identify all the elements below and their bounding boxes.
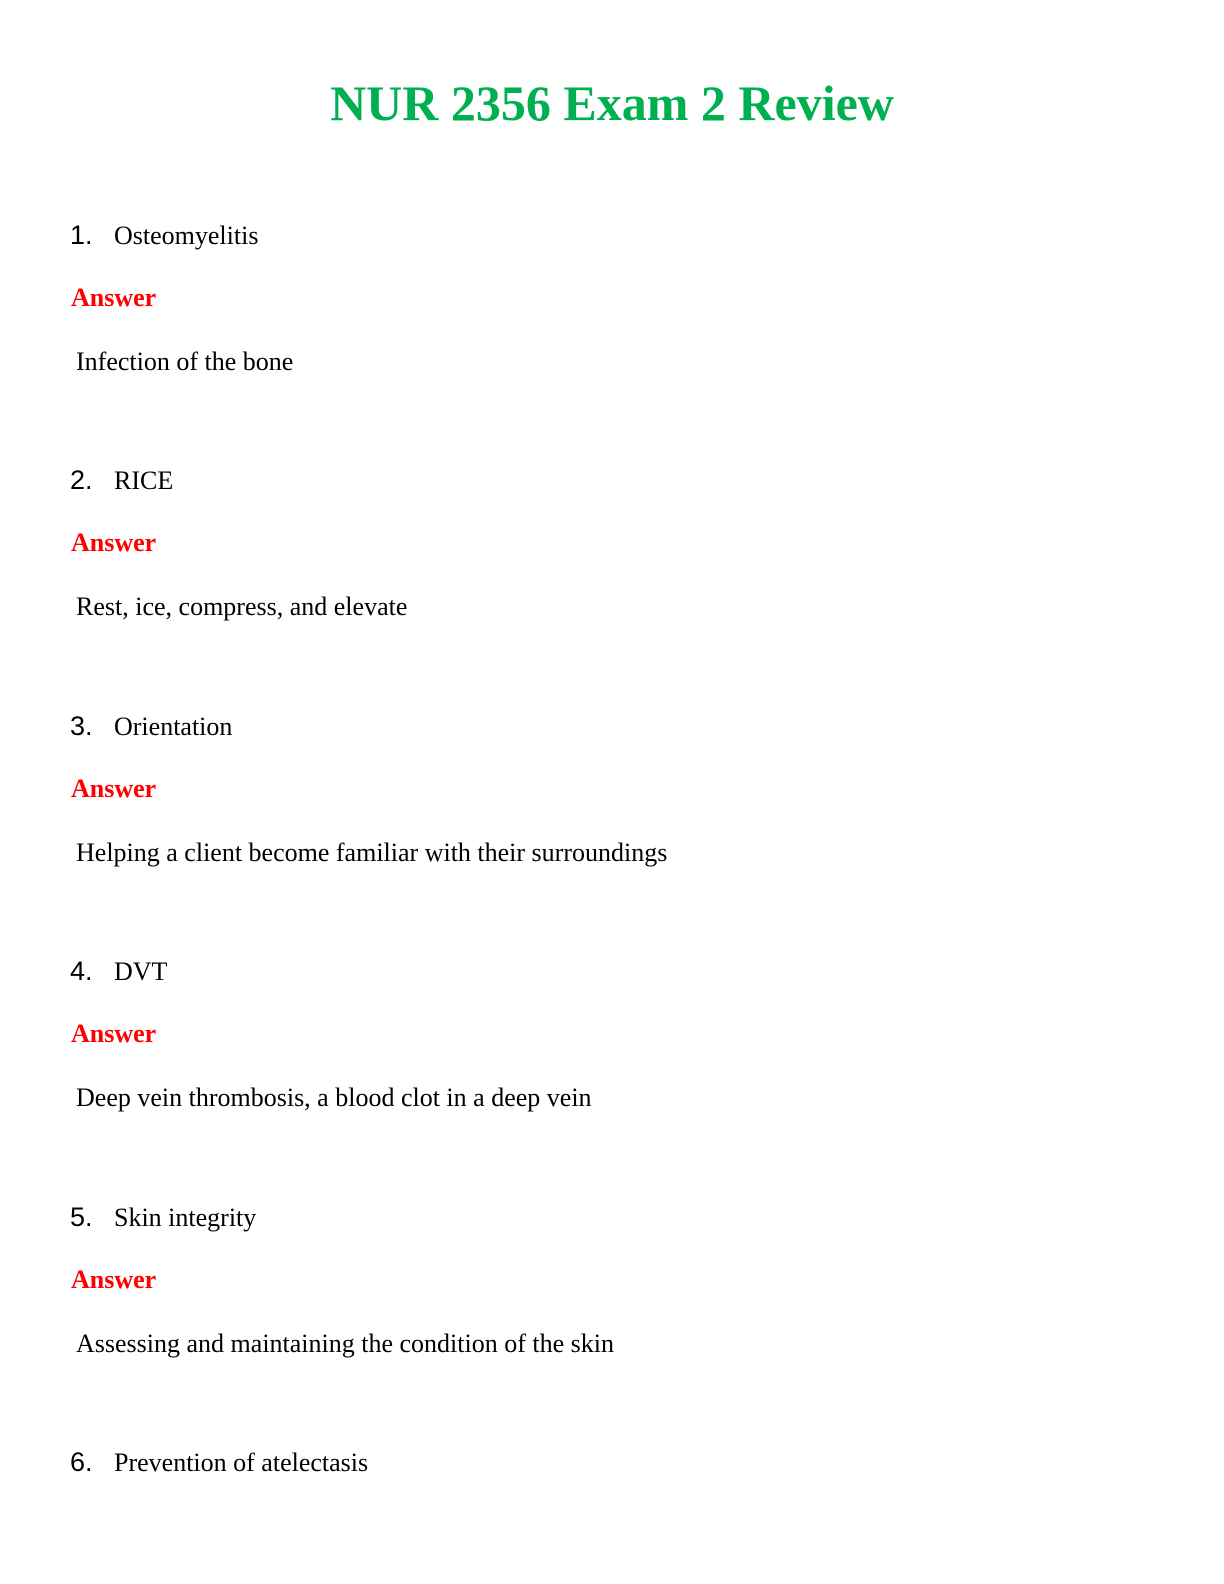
- question-number: 4.: [70, 956, 93, 986]
- question-text: DVT: [114, 957, 168, 986]
- qa-item-4: [0, 955, 1224, 1205]
- question-number: 2.: [70, 465, 93, 495]
- answer-text: Rest, ice, compress, and elevate: [76, 592, 408, 621]
- question-line: [70, 1446, 368, 1478]
- question-number: 5.: [70, 1202, 93, 1232]
- answer-label: Answer: [71, 1019, 157, 1048]
- question-number: 3.: [70, 711, 93, 741]
- qa-item-3: [0, 710, 1224, 960]
- qa-item-2: [0, 464, 1224, 714]
- answer-label: Answer: [71, 1265, 157, 1294]
- question-line: [70, 219, 258, 251]
- answer-label: Answer: [71, 283, 157, 312]
- qa-item-1: [0, 219, 1224, 469]
- page-title: NUR 2356 Exam 2 Review: [330, 75, 894, 131]
- answer-label: Answer: [71, 528, 157, 557]
- question-line: [70, 1201, 256, 1233]
- qa-item-5: [0, 1201, 1224, 1451]
- answer-label: Answer: [71, 774, 157, 803]
- question-text: Osteomyelitis: [114, 221, 259, 250]
- question-line: [70, 464, 173, 496]
- answer-text: Infection of the bone: [76, 347, 294, 376]
- question-line: [70, 955, 167, 987]
- question-text: Orientation: [114, 712, 233, 741]
- answer-text: Deep vein thrombosis, a blood clot in a deep vein: [76, 1083, 592, 1112]
- qa-item-6: [0, 1446, 1224, 1506]
- question-text: Skin integrity: [114, 1203, 257, 1232]
- question-number: 6.: [70, 1447, 93, 1477]
- question-number: 1.: [70, 220, 93, 250]
- question-line: [70, 710, 232, 742]
- question-text: RICE: [114, 466, 174, 495]
- answer-text: Helping a client become familiar with their surroundings: [76, 838, 668, 867]
- question-text: Prevention of atelectasis: [114, 1448, 369, 1477]
- answer-text: Assessing and maintaining the condition of the skin: [76, 1329, 614, 1358]
